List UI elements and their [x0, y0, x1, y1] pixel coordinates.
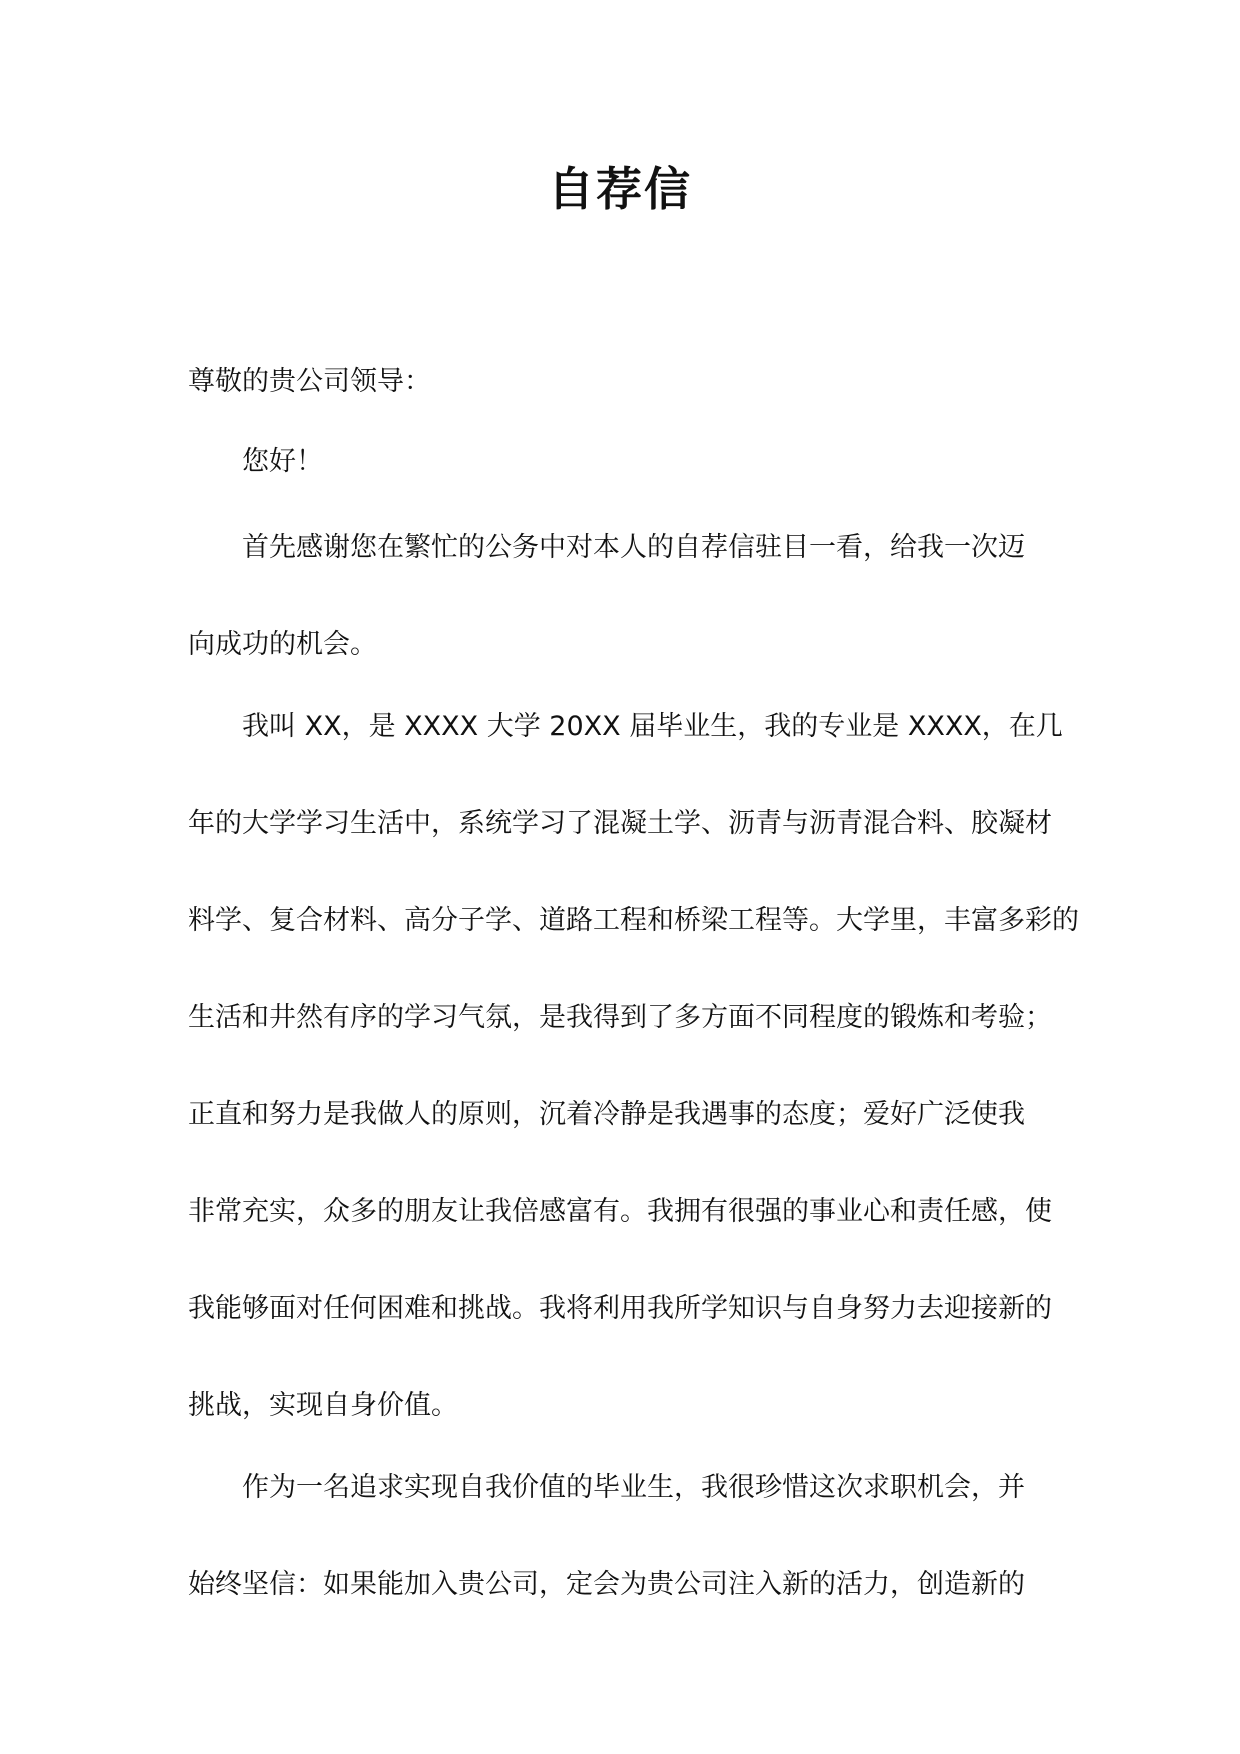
paragraph-line: 作为一名追求实现自我价值的毕业生，我很珍惜这次求职机会，并 [242, 1472, 1025, 1503]
paragraph-line: 向成功的机会。 [188, 629, 377, 660]
paragraph-line: 首先感谢您在繁忙的公务中对本人的自荐信驻目一看，给我一次迈 [242, 532, 1025, 563]
paragraph-line: 料学、复合材料、高分子学、道路工程和桥梁工程等。大学里，丰富多彩的 [188, 905, 1079, 936]
paragraph-line: 正直和努力是我做人的原则，沉着冷静是我遇事的态度；爱好广泛使我 [188, 1099, 1025, 1130]
paragraph-line: 我能够面对任何困难和挑战。我将利用我所学知识与自身努力去迎接新的 [188, 1293, 1052, 1324]
paragraph-line: 我叫 XX，是 XXXX 大学 20XX 届毕业生，我的专业是 XXXX，在几 [242, 711, 1063, 742]
paragraph-line: 非常充实，众多的朋友让我倍感富有。我拥有很强的事业心和责任感，使 [188, 1196, 1052, 1227]
greeting: 您好！ [242, 446, 323, 477]
paragraph-line: 挑战，实现自身价值。 [188, 1390, 458, 1421]
paragraph-line: 生活和井然有序的学习气氛，是我得到了多方面不同程度的锻炼和考验； [188, 1002, 1052, 1033]
paragraph-line: 始终坚信：如果能加入贵公司，定会为贵公司注入新的活力，创造新的 [188, 1569, 1025, 1600]
letter-title: 自荐信 [548, 162, 692, 216]
salutation: 尊敬的贵公司领导： [188, 366, 431, 397]
paragraph-line: 年的大学学习生活中，系统学习了混凝土学、沥青与沥青混合料、胶凝材 [188, 808, 1052, 839]
